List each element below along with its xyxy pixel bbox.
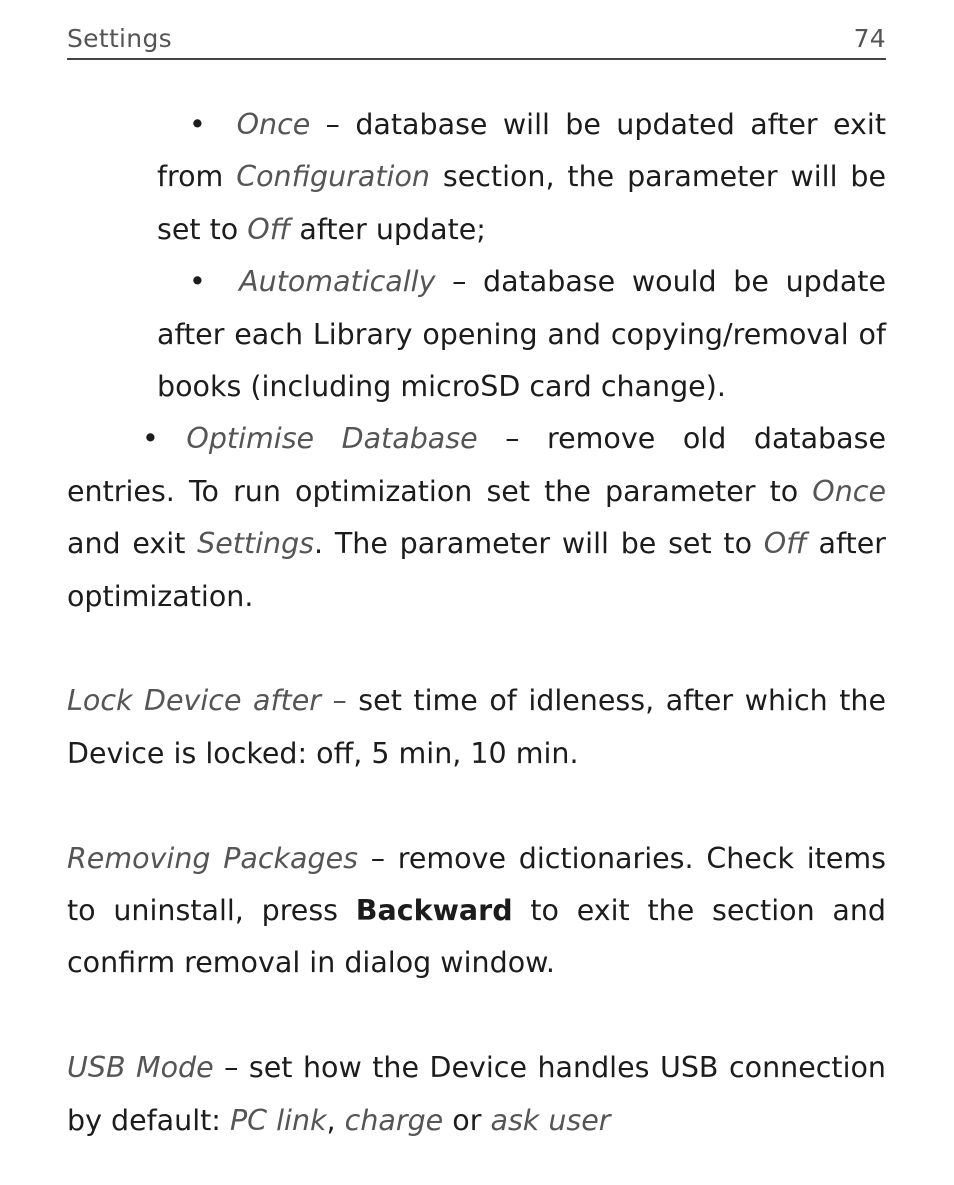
term-ask-user: ask user bbox=[490, 1103, 611, 1137]
bullet-icon: • bbox=[142, 422, 159, 456]
paragraph-lock-device: Lock Device after – set time of idleness, after which the Device is locked: off, 5 min, 10 min. bbox=[67, 684, 886, 770]
list-item-once: • Once – database will be updated after exit from Configuration section, the parameter will be set to Off after update; bbox=[157, 108, 887, 246]
term-settings: Settings bbox=[197, 527, 315, 561]
term-off: Off bbox=[247, 212, 291, 246]
page-header bbox=[67, 22, 886, 60]
term-configuration: Configuration bbox=[236, 160, 430, 194]
page-body bbox=[67, 99, 886, 1147]
term-once: Once bbox=[236, 108, 311, 141]
bullet-icon: • bbox=[189, 265, 206, 299]
paragraph-gap bbox=[67, 780, 886, 832]
term-backward: Backward bbox=[355, 894, 513, 928]
paragraph-gap bbox=[67, 623, 886, 675]
term-charge: charge bbox=[344, 1103, 444, 1137]
term-pc-link: PC link bbox=[229, 1103, 327, 1137]
term-lock-device-after: Lock Device after – bbox=[67, 684, 347, 718]
running-section-title: Settings bbox=[67, 24, 172, 53]
term-optimise-database: Optimise Database bbox=[186, 422, 478, 456]
list-item-optimise-database: • Optimise Database – remove old database entries. To run optimization set the parameter to Once and exit Settings. The parameter will be set to Off after optimization. bbox=[67, 422, 886, 613]
bullet-icon: • bbox=[189, 108, 206, 141]
page-number: 74 bbox=[853, 24, 886, 53]
list-item-automatically: • Automatically – database would be update after each Library opening and copying/removal of books (including microSD card change). bbox=[157, 265, 887, 404]
term-off: Off bbox=[763, 527, 807, 561]
paragraph-gap bbox=[67, 990, 886, 1042]
term-usb-mode: USB Mode bbox=[67, 1051, 214, 1085]
paragraph-removing-packages: Removing Packages – remove dictionaries. Check items to uninstall, press Backward to exit the section and confirm removal in dialog window. bbox=[67, 841, 887, 980]
term-once: Once bbox=[812, 474, 886, 508]
term-automatically: Automatically bbox=[239, 265, 436, 299]
paragraph-usb-mode: USB Mode – set how the Device handles USB connection by default: PC link, charge or ask user bbox=[67, 1051, 886, 1137]
term-removing-packages: Removing Packages bbox=[67, 841, 358, 875]
